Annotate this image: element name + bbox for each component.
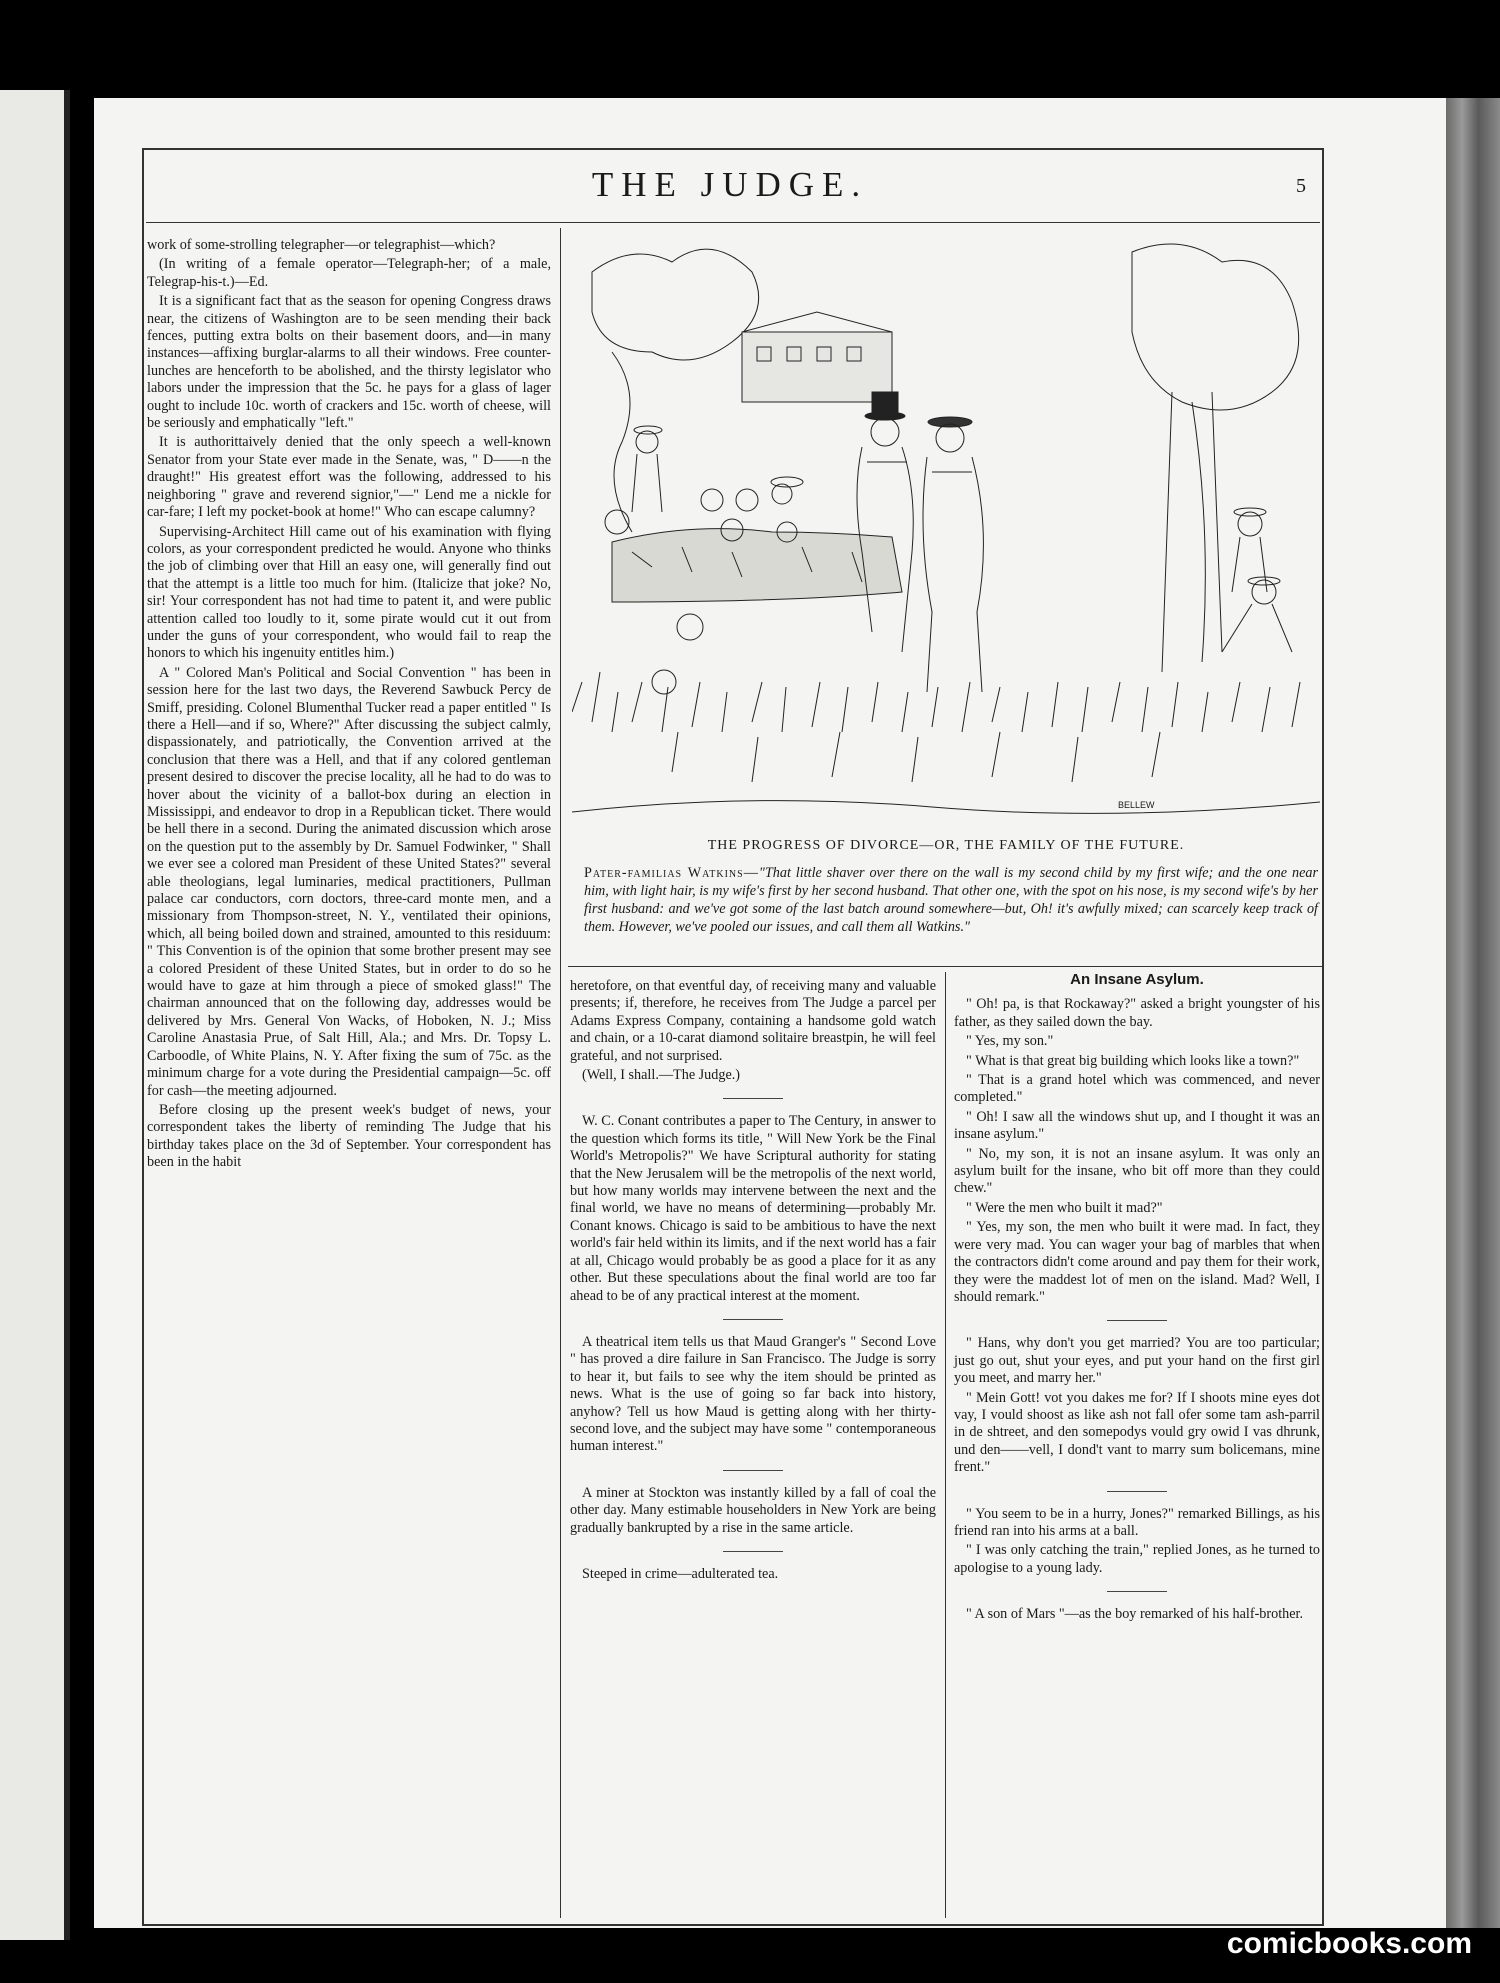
artist-signature: BELLEW bbox=[1118, 800, 1155, 810]
paragraph: Supervising-Architect Hill came out of his examination with flying colors, as your correspondent predicted he would. Anyone who thinks the job of climbing over that Hill an easy one, will generally find out that the attempt is a little too much for him. (Italicize that joke? No, sir! Your correspondent has not had time to patent it, and were public attention called too loudly to it, some pirate would cut it out from under the guns of your correspondent, who would fail to reap the honors to which his ingenuity entitles him.) bbox=[147, 523, 551, 662]
illustration-caption bbox=[584, 864, 1318, 936]
page-stack-edge bbox=[1446, 98, 1500, 1928]
separator bbox=[723, 1319, 783, 1320]
separator bbox=[723, 1551, 783, 1552]
paragraph: " Yes, my son." bbox=[966, 1033, 1054, 1050]
paragraph: " Mein Gott! vot you dakes me for? If I shoots mine eyes dot vay, I vould shoost as like ash not fall ofer some tam ash-parril in de shtreet, and den somepodys vould gry owid I vas dhrunk, und den——vell, I dond't vant to marry sum bolicemans, mine frent." bbox=[954, 1389, 1320, 1476]
paragraph: " What is that great big building which looks like a town?" bbox=[966, 1052, 1300, 1069]
paragraph: " Oh! I saw all the windows shut up, and I thought it was an insane asylum." bbox=[954, 1108, 1320, 1143]
paragraph: (In writing of a female operator—Telegraph-her; of a male, Telegrap-his-t.)—Ed. bbox=[147, 256, 551, 290]
column-3 bbox=[954, 971, 1320, 1626]
separator bbox=[1107, 1491, 1167, 1492]
paragraph: " Were the men who built it mad?" bbox=[966, 1199, 1163, 1216]
engraving-illustration bbox=[572, 232, 1320, 830]
paragraph: " That is a grand hotel which was commenced, and never completed." bbox=[954, 1072, 1320, 1106]
top-border bbox=[142, 148, 1324, 150]
paragraph: W. C. Conant contributes a paper to The Century, in answer to the question which forms its title, " Will New York be the Final World's Metropolis?" We have Scriptural authority for stating that the New Jerusalem will be the metropolis of the next world, but how many worlds may intervene between the next and the final world, we have no means of determining—probably Mr. Conant knows. Chicago is said to be ambitious to have the next world's fair held within its limits, and if the next world has a fair at all, Chicago would probably be as good a place for it as any other. But these speculations about the final world are too far ahead to be of any practical interest at the moment. bbox=[570, 1113, 936, 1304]
paragraph: A theatrical item tells us that Maud Granger's " Second Love " has proved a dire failure in San Francisco. The Judge is sorry to hear it, but fails to see why the item should be printed as news. What is the use of going so far back into history, anyhow? Tell us how Maud is getting along with her thirty-second love, and the subject may have some " contemporaneous human interest." bbox=[570, 1333, 936, 1455]
masthead-title: THE JUDGE. bbox=[591, 165, 869, 204]
paragraph: " No, my son, it is not an insane asylum. It was only an asylum built for the insane, who bit off more than they could chew." bbox=[954, 1145, 1320, 1197]
right-border bbox=[1322, 148, 1324, 1926]
paragraph: heretofore, on that eventful day, of receiving many and valuable presents; if, therefore, he receives from The Judge a parcel per Adams Express Company, containing a handsome gold watch and chain, or a 10-carat diamond solitaire breastpin, he will feel grateful, and not surprised. bbox=[570, 978, 936, 1064]
paragraph: work of some-strolling telegrapher—or telegraphist—which? bbox=[147, 237, 496, 253]
separator bbox=[1107, 1591, 1167, 1592]
facing-page bbox=[0, 90, 64, 1940]
column-2 bbox=[570, 978, 936, 1585]
left-border bbox=[142, 148, 144, 1926]
paragraph: Steeped in crime—adulterated tea. bbox=[582, 1565, 779, 1582]
page-number: 5 bbox=[1296, 175, 1306, 197]
separator bbox=[723, 1098, 783, 1099]
illustration-caption-title: THE PROGRESS OF DIVORCE—OR, THE FAMILY OF THE FUTURE. bbox=[707, 838, 1185, 853]
section-heading: An Insane Asylum. bbox=[1070, 971, 1204, 988]
paragraph: " I was only catching the train," replied Jones, as he turned to apologise to a young lady. bbox=[954, 1542, 1320, 1576]
source-watermark: comicbooks.com bbox=[1226, 1927, 1472, 1960]
separator bbox=[723, 1470, 783, 1471]
caption-speech: "That little shaver over there on the wall is my second child by my first wife; and the one near him, with light hair, is my wife's first by her second husband. That other one, with the spot on his nose, is my second wife's by her first husband: and we've got some of the last batch around somewhere—but, Oh! it's awfully mixed; can scarcely keep track of them. However, we've pooled our issues, and call them all Watkins." bbox=[584, 865, 1318, 935]
column-rule-2 bbox=[945, 972, 946, 1918]
paragraph: (Well, I shall.—The Judge.) bbox=[582, 1067, 741, 1084]
paragraph: It is authorittaively denied that the only speech a well-known Senator from your State ever made in the Senate, was, " D——n the draught!" His greatest effort was the following, addressed to his neighboring " grave and reverend signior,"—" Lend me a nickle for car-fare; I left my pocket-book at home!" Who can escape calumny? bbox=[147, 434, 551, 521]
facing-page-gutter bbox=[64, 90, 70, 1940]
illustration-divorce-family bbox=[572, 232, 1320, 830]
paragraph: A miner at Stockton was instantly killed by a fall of coal the other day. Many estimable householders in New York are being gradually bankrupted by a rise in the same article. bbox=[570, 1484, 936, 1536]
separator bbox=[1107, 1320, 1167, 1321]
paragraph: " A son of Mars "—as the boy remarked of his half-brother. bbox=[966, 1606, 1304, 1623]
paragraph: It is a significant fact that as the season for opening Congress draws near, the citizens of Washington are to be seen mending their back fences, putting extra bolts on their basement doors, and—in many instances—affixing burglar-alarms to all their windows. Free counter-lunches are henceforth to be abolished, and the thirsty legislator who labors under the impression that the 5c. he pays for a glass of lager ought to include 10c. worth of crackers and 15c. worth of cheese, will be seriously and emphatically "left." bbox=[147, 293, 551, 432]
masthead-rule bbox=[146, 222, 1320, 223]
paragraph: " Hans, why don't you get married? You are too particular; just go out, shut your eyes, and put your hand on the first girl you meet, and marry her." bbox=[954, 1335, 1320, 1387]
paragraph: A " Colored Man's Political and Social Convention " has been in session here for the last two days, the Reverend Sawbuck Percy de Smiff, presiding. Colonel Blumenthal Tucker read a paper entitled " Is there a Hell—and if so, Where?" After discussing the subject calmly, dispassionately, and patriotically, the Convention arrived at the conclusion that there was a Hell, and that if any colored gentleman present desired to discover the precise locality, all he had to do was to hover about the vicinity of a ballot-box during an election in Mississippi, and endeavor to drop in a Republican ticket. There would be hell there in a second. During the animated discussion which arose on the question put to the assembly by Dr. Samuel Fodwinker, " Shall we ever see a colored man President of these United States?" several able theologians, legal luminaries, medical practitioners, Pullman palace car conductors, corn doctors, three-card monte men, and a missionary from Thompson-street, N. Y., ventilated their opinions, which, all being boiled down and strained, amounted to this residuum: " This Convention is of the opinion that some brother present may see a colored President of these United States, but in order to do so he would have to gaze at him through a piece of smoked glass!" The chairman announced that on the following day, addresses would be delivered by Mrs. General Von Wacks, of Hoboken, N. J.; Miss Caroline Anastasia Prue, of Salt Hill, Ala.; and Mrs. Dr. Topsy L. Carboodle, of White Plains, N. Y. After fixing the sum of 75c. as the minimum charge for a vote during the Presidential campaign—5c. off for cash—the meeting adjourned. bbox=[147, 664, 551, 1099]
paragraph: " Yes, my son, the men who built it were mad. In fact, they were very mad. You can wager your bag of marbles that when the contractors didn't come around and pay them for their work, they were the maddest lot of men on the island. Mad? Well, I should remark." bbox=[954, 1219, 1320, 1305]
paragraph: " You seem to be in a hurry, Jones?" remarked Billings, as his friend ran into his arms at a ball. bbox=[954, 1505, 1320, 1539]
caption-speaker: Pater-familias Watkins— bbox=[584, 865, 759, 881]
paragraph: Before closing up the present week's budget of news, your correspondent takes the liberty of reminding The Judge that his birthday takes place on the 3d of September. Your correspondent has been in the habit bbox=[147, 1101, 551, 1171]
paragraph: " Oh! pa, is that Rockaway?" asked a bright youngster of his father, as they sailed down the bay. bbox=[954, 996, 1320, 1030]
column-rule-1 bbox=[560, 228, 561, 1918]
column-1 bbox=[147, 237, 551, 1174]
bottom-border bbox=[142, 1924, 1324, 1926]
caption-rule bbox=[568, 966, 1322, 967]
